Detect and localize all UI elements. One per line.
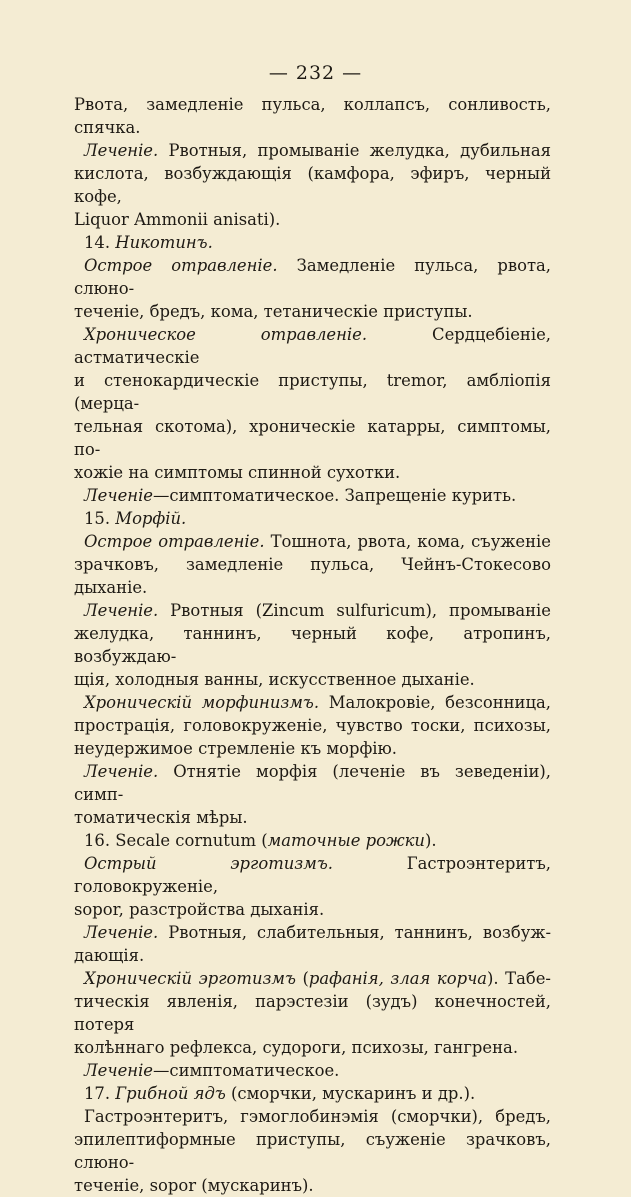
italic-term: Леченіе [84, 486, 154, 505]
text-run: теченіе, бредъ, кома, тетаническіе приступы. [74, 302, 473, 321]
text-run: Тошнота, рвота, кома, съуженіе [264, 532, 551, 551]
text-run: —симптоматическое. [153, 1061, 340, 1080]
text-run: (сморчки, мускаринъ и др.). [225, 1084, 476, 1103]
italic-term: Острый эрготизмъ. [84, 854, 333, 873]
text-run: щія, холодныя ванны, искусственное дыханіе. [74, 670, 475, 689]
text-line [74, 461, 551, 484]
text-line [74, 507, 551, 530]
text-run: эпилептиформные приступы, съуженіе зрачковъ, слюно- [74, 1130, 551, 1172]
text-run: тельная скотома), хроническіе катарры, симптомы, по- [74, 417, 551, 459]
text-line [74, 921, 551, 944]
italic-term: маточные рожки [267, 831, 425, 850]
text-run: —симптоматическое. Запрещеніе курить. [153, 486, 517, 505]
text-run: кислота, возбуждающія (камфора, эфиръ, черный кофе, [74, 164, 551, 206]
text-line [74, 323, 551, 369]
text-line [74, 990, 551, 1036]
italic-term: Морфій. [115, 509, 187, 528]
text-line [74, 760, 551, 806]
text-line [74, 691, 551, 714]
text-run: 15. [84, 509, 116, 528]
italic-term: Грибной ядъ [115, 1084, 226, 1103]
text-line [74, 369, 551, 415]
text-line [74, 484, 551, 507]
text-line [74, 139, 551, 162]
text-run: Рвотныя (Zincum sulfuricum), промываніе [158, 601, 551, 620]
text-line [74, 1059, 551, 1082]
text-line [74, 714, 551, 737]
text-run: и стенокардическіе приступы, tremor, амбліопія (мерца- [74, 371, 551, 413]
text-run: хожіе на симптомы спинной сухотки. [74, 463, 401, 482]
text-run: прострація, головокруженіе, чувство тоски, психозы, [74, 716, 551, 735]
text-line [74, 415, 551, 461]
italic-term: Леченіе [84, 1061, 154, 1080]
text-line [74, 254, 551, 300]
text-line [74, 208, 551, 231]
text-line [74, 898, 551, 921]
italic-term: рафанія, злая корча [308, 969, 488, 988]
text-line [74, 1105, 551, 1128]
text-line [74, 1036, 551, 1059]
text-line [74, 829, 551, 852]
italic-term: Леченіе. [84, 601, 159, 620]
body-text [74, 93, 551, 1197]
text-run: Замедленіе пульса, рвота, слюно- [74, 256, 551, 298]
text-run: Отнятіе морфія (леченіе въ зеведеніи), симп- [74, 762, 551, 804]
text-run: ). [424, 831, 437, 850]
text-line [74, 599, 551, 622]
text-line [74, 737, 551, 760]
text-run: томатическія мѣры. [74, 808, 248, 827]
text-line [74, 967, 551, 990]
text-run: Сердцебіеніе, астматическіе [74, 325, 551, 367]
text-line [74, 231, 551, 254]
text-run: тическія явленія, парэстезіи (зудъ) конечностей, потеря [74, 992, 551, 1034]
text-run: неудержимое стремленіе къ морфію. [74, 739, 398, 758]
italic-term: Леченіе. [84, 762, 159, 781]
text-run: ( [295, 969, 309, 988]
text-line [74, 300, 551, 323]
text-run: желудка, таннинъ, черный кофе, атропинъ, возбуждаю- [74, 624, 551, 666]
text-run: зрачковъ, замедленіе пульса, Чейнъ-Стокесово дыханіе. [74, 555, 551, 597]
text-line [74, 1174, 551, 1197]
text-line [74, 162, 551, 208]
text-line [74, 806, 551, 829]
text-run: Малокровіе, безсонница, [319, 693, 552, 712]
text-run: дающія. [74, 946, 145, 965]
text-run: Рвотныя, слабительныя, таннинъ, возбуж- [158, 923, 551, 942]
text-line [74, 93, 551, 116]
text-run: 17. [84, 1084, 116, 1103]
italic-term: Леченіе. [84, 141, 159, 160]
text-line [74, 668, 551, 691]
text-run: Рвотныя, промываніе желудка, дубильная [158, 141, 551, 160]
italic-term: Хроническій морфинизмъ. [84, 693, 320, 712]
italic-term: Никотинъ. [115, 233, 213, 252]
text-run: sopor, разстройства дыханія. [74, 900, 325, 919]
italic-term: Острое отравленіе. [84, 256, 278, 275]
text-run: Гастроэнтеритъ, головокруженіе, [74, 854, 552, 896]
page-number: — 232 — [268, 62, 363, 84]
text-run: ). Табе- [487, 969, 551, 988]
text-line [74, 852, 551, 898]
text-line [74, 116, 551, 139]
italic-term: Леченіе. [84, 923, 159, 942]
text-line [74, 944, 551, 967]
text-line [74, 622, 551, 668]
text-line [74, 1082, 551, 1105]
text-run: 16. Secale cornutum ( [84, 831, 268, 850]
text-run: колѣннаго рефлекса, судороги, психозы, гангрена. [74, 1038, 519, 1057]
text-line [74, 553, 551, 599]
text-run: 14. [84, 233, 116, 252]
italic-term: Хроническое отравленіе. [84, 325, 368, 344]
text-run: Liquor Ammonii anisati). [74, 210, 281, 229]
text-line [74, 530, 551, 553]
text-run: спячка. [74, 118, 141, 137]
italic-term: Острое отравленіе. [84, 532, 265, 551]
text-run: Гастроэнтеритъ, гэмоглобинэмія (сморчки), бредъ, [84, 1107, 551, 1126]
text-run: теченіе, sopor (мускаринъ). [74, 1176, 314, 1195]
text-run: Рвота, замедленіе пульса, коллапсъ, сонливость, [74, 95, 551, 114]
text-line [74, 1128, 551, 1174]
italic-term: Хроническій эрготизмъ [84, 969, 296, 988]
